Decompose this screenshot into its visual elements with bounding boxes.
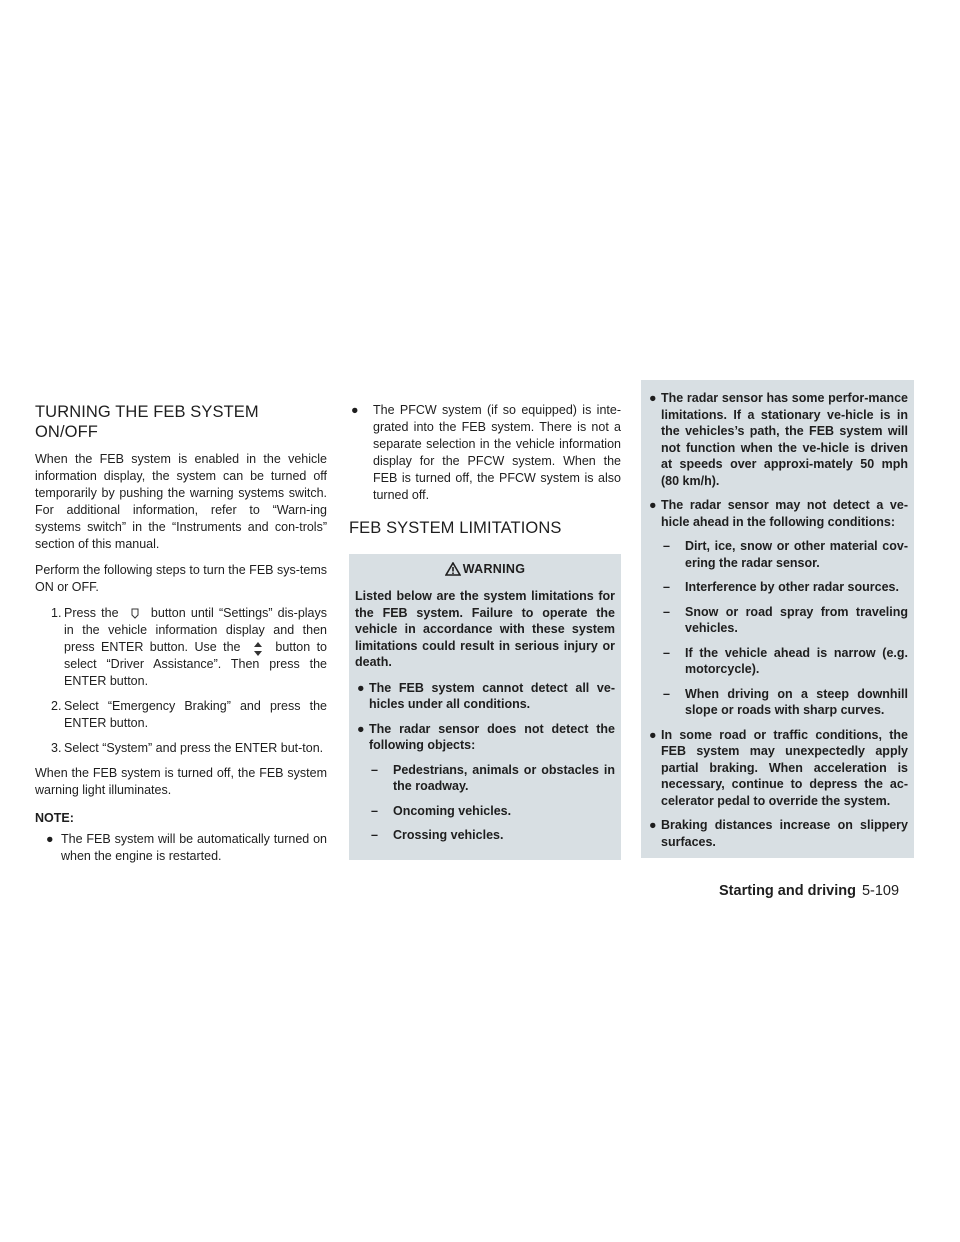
- column-right: [641, 380, 914, 858]
- page-footer: [719, 883, 919, 899]
- step-3: 3. Select “System” and press the ENTER but-ton.: [51, 741, 324, 755]
- warning-dash-item: – If the vehicle ahead is narrow (e.g. motorcycle).: [663, 645, 908, 676]
- after-steps-paragraph: When the FEB system is turned off, the FEB system warning light illuminates.: [35, 766, 327, 797]
- warning-bullet: ● The radar sensor has some perfor-mance limitations. If a stationary ve-hicle is in the vehicles’s path, the FEB system will not function when the ve-hicle is driven at speeds over approxi-mately 50 mph (80 km/h).: [649, 391, 908, 488]
- warning-dash-item: – Crossing vehicles.: [371, 828, 504, 842]
- warning-dash-item: – Interference by other radar sources.: [663, 580, 899, 594]
- pfcw-bullet: ● The PFCW system (if so equipped) is inte-grated into the FEB system. There is not a separate selection in the vehicle information display for the PFCW system. When the FEB is turned off, the PFCW system is also turned off.: [351, 403, 621, 502]
- steps-list: [35, 605, 327, 757]
- column-middle: [349, 402, 621, 860]
- warning-bullet: ● The radar sensor does not detect the following objects:: [357, 721, 615, 752]
- warning-dash-item: – When driving on a steep downhill slope or roads with sharp curves.: [663, 686, 908, 717]
- intro-paragraph: When the FEB system is enabled in the vehicle information display, the system can be turned off temporarily by pushing the warning systems switch. For additional information, refer to “Warn-ing systems switch” in the “Instruments and con-trols” section of this manual.: [35, 452, 327, 551]
- warning-title: WARNING: [355, 562, 615, 576]
- column-left: [35, 402, 327, 873]
- display-settings-button-icon: [124, 608, 146, 620]
- note-bullet: ● The FEB system will be automatically turned on when the engine is restarted.: [46, 832, 327, 863]
- warning-intro: Listed below are the system limitations for the FEB system. Failure to operate the vehicle in accordance with these system limitations could result in serious injury or death.: [355, 589, 615, 669]
- warning-triangle-icon: [445, 562, 461, 576]
- warning-bullet: ● Braking distances increase on slippery surfaces.: [649, 818, 908, 849]
- up-down-arrow-icon: [247, 642, 269, 654]
- step-1: 1. Press the button until “Settings” dis-plays in the vehicle information display and then press ENTER button. Use the button to select “Driver Assistance”. Then press the ENTER button.: [51, 606, 328, 688]
- steps-lead: Perform the following steps to turn the FEB sys-tems ON or OFF.: [35, 563, 327, 594]
- step-2: 2. Select “Emergency Braking” and press the ENTER button.: [51, 699, 327, 730]
- warning-dash-item: – Oncoming vehicles.: [371, 803, 512, 818]
- footer-section-title: Starting and driving: [719, 883, 856, 899]
- page-number: 5-109: [861, 883, 900, 899]
- note-heading: NOTE:: [35, 811, 74, 825]
- section-heading-turning-feb: TURNING THE FEB SYSTEM ON/OFF: [35, 403, 259, 441]
- warning-dash-item: – Dirt, ice, snow or other material cov-ering the radar sensor.: [663, 539, 908, 570]
- warning-bullet: ● The FEB system cannot detect all ve-hicles under all conditions.: [357, 680, 615, 711]
- warning-box: [349, 554, 621, 860]
- warning-bullet: ● The radar sensor may not detect a ve-hicle ahead in the following conditions:: [649, 498, 908, 529]
- section-heading-limitations: FEB SYSTEM LIMITATIONS: [349, 519, 562, 537]
- warning-dash-item: – Pedestrians, animals or obstacles in the roadway.: [371, 762, 615, 793]
- warning-bullet: ● In some road or traffic conditions, the FEB system may unexpectedly apply partial braking. When acceleration is necessary, continue to depress the ac-celerator pedal to override the system.: [649, 727, 908, 808]
- warning-dash-item: – Snow or road spray from traveling vehicles.: [663, 604, 908, 635]
- warning-box-continued: [641, 380, 914, 858]
